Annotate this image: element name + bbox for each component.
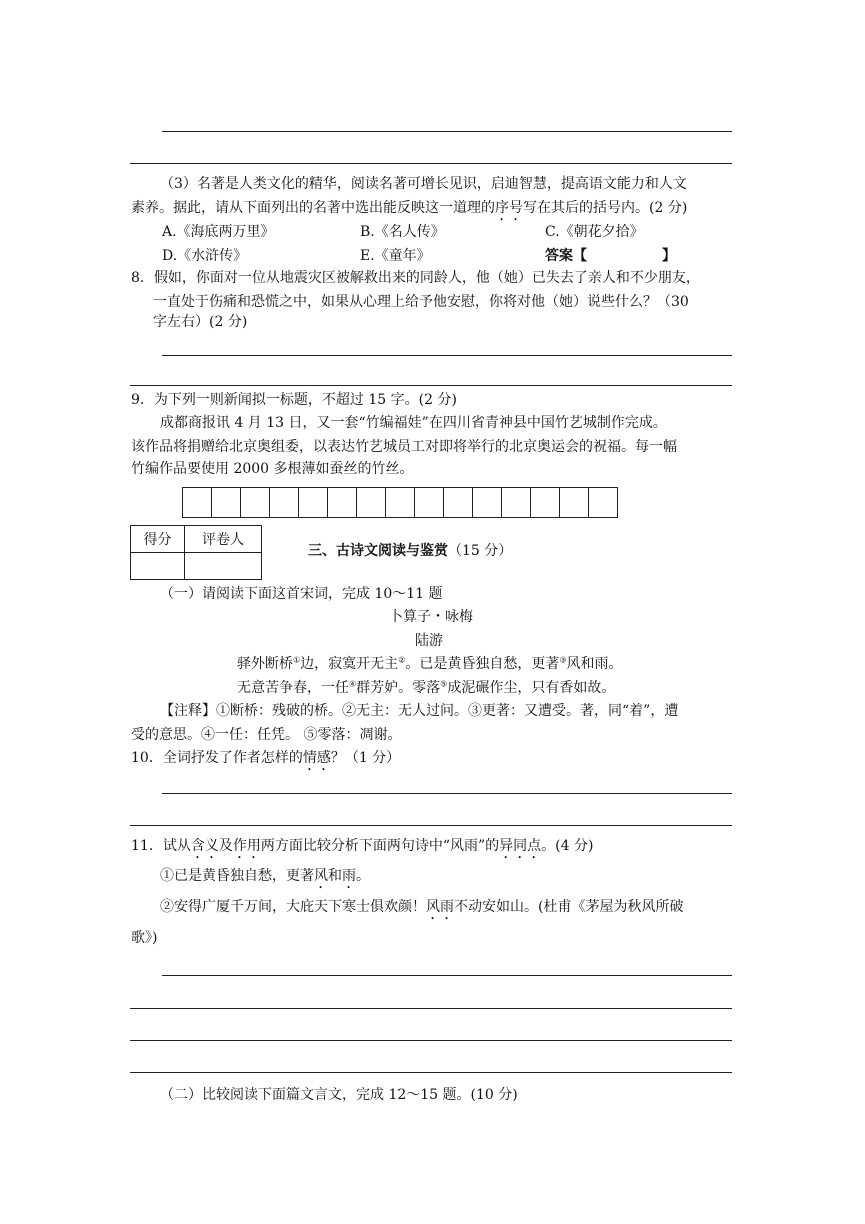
answer-line [130,1008,732,1009]
grid-cell[interactable] [327,487,357,518]
q9-news-line3: 竹编作品要使用 2000 多根薄如蚕丝的竹丝。 [131,461,414,477]
answer-line [130,163,732,164]
option-e: E.《童年》 [360,248,431,264]
option-a: A.《海底两万里》 [162,224,275,240]
score-header: 得分 [131,526,185,553]
grid-cell[interactable] [298,487,328,518]
answer-line [162,355,732,356]
q11-sentence1: ①已是黄昏独自愁，更著风和雨。 [160,868,370,884]
option-c: C.《朝花夕拾》 [545,224,644,240]
grid-cell[interactable] [501,487,531,518]
q7-3-line1: （3）名著是人类文化的精华，阅读名著可增长见识，启迪智慧，提高语文能力和人文 [160,176,687,192]
option-b: B.《名人传》 [360,224,445,240]
q11-sentence2-cont: 歌》) [131,930,158,946]
answer-line [162,793,732,794]
q9-title: 9．为下列一则新闻拟一标题，不超过 15 字。(2 分) [131,392,457,408]
notes-line2: 受的意思。④一任：任凭。 ⑤零落：凋谢。 [131,727,402,743]
section-intro: （一）请阅读下面这首宋词，完成 10～11 题 [160,586,443,602]
score-table [130,525,262,580]
answer-grid[interactable] [182,487,618,518]
answer-bracket-close: 】 [662,248,676,264]
grid-cell[interactable] [356,487,386,518]
answer-line [130,1072,732,1073]
q8-line2: 一直处于伤痛和恐慌之中，如果从心理上给予他安慰，你将对他（她）说些什么？（30 [153,294,689,310]
grid-cell[interactable] [240,487,270,518]
grid-cell[interactable] [414,487,444,518]
grid-cell[interactable] [211,487,241,518]
q8-line3: 字左右）(2 分) [153,314,248,330]
part2-intro: （二）比较阅读下面篇文言文，完成 12～15 题。(10 分) [160,1087,518,1103]
grid-cell[interactable] [559,487,589,518]
section-heading: 三、古诗文阅读与鉴赏（15 分） [308,543,513,559]
reviewer-cell[interactable] [185,553,262,580]
notes-line1: 【注释】①断桥：残破的桥。②无主：无人过问。③更著：又遭受。著，同“着”，遭 [160,703,679,719]
grid-cell[interactable] [443,487,473,518]
reviewer-header: 评卷人 [185,526,262,553]
q7-3-line2: 素养。据此，请从下面列出的名著中选出能反映这一道理的序号写在其后的括号内。(2 分) [131,200,688,216]
option-d: D.《水浒传》 [162,248,248,264]
emphasis-text: 情感 [302,750,331,766]
poem-title: 卜算子・咏梅 [389,609,473,625]
q10-prompt: 10．全词抒发了作者怎样的情感？（1 分） [131,750,401,766]
q8-line1: 8．假如，你面对一位从地震灾区被解救出来的同龄人，他（她）已失去了亲人和不少朋友， [131,270,700,286]
grid-cell[interactable] [269,487,299,518]
answer-line [162,975,732,976]
grid-cell[interactable] [385,487,415,518]
answer-bracket-open: 答案【 [545,248,587,264]
grid-cell[interactable] [530,487,560,518]
grid-cell[interactable] [472,487,502,518]
grid-cell[interactable] [182,487,212,518]
grid-cell[interactable] [588,487,618,518]
poem-line2: 无意苦争春，一任④群芳妒。零落⑤成泥碾作尘，只有香如故。 [237,679,616,696]
answer-line [130,385,732,386]
answer-line [130,825,732,826]
q9-news-line1: 成都商报讯 4 月 13 日，又一套“竹编福娃”在四川省青神县中国竹艺城制作完成。 [160,415,667,431]
emphasis-text: 序号 [495,200,523,216]
q9-news-line2: 该作品将捐赠给北京奥组委，以表达竹艺城员工对即将举行的北京奥运会的祝福。每一幅 [131,439,677,455]
answer-line [162,131,732,132]
answer-line [130,1040,732,1041]
poem-author: 陆游 [415,633,443,649]
score-cell[interactable] [131,553,185,580]
poem-line1: 驿外断桥①边，寂寞开无主②。已是黄昏独自愁，更著③风和雨。 [237,655,623,672]
q11-prompt: 11．试从含义及作用两方面比较分析下面两句诗中“风雨”的异同点。(4 分) [131,838,594,854]
q11-sentence2: ②安得广厦千万间，大庇天下寒士俱欢颜！风雨不动安如山。(杜甫《茅屋为秋风所破 [160,899,684,915]
